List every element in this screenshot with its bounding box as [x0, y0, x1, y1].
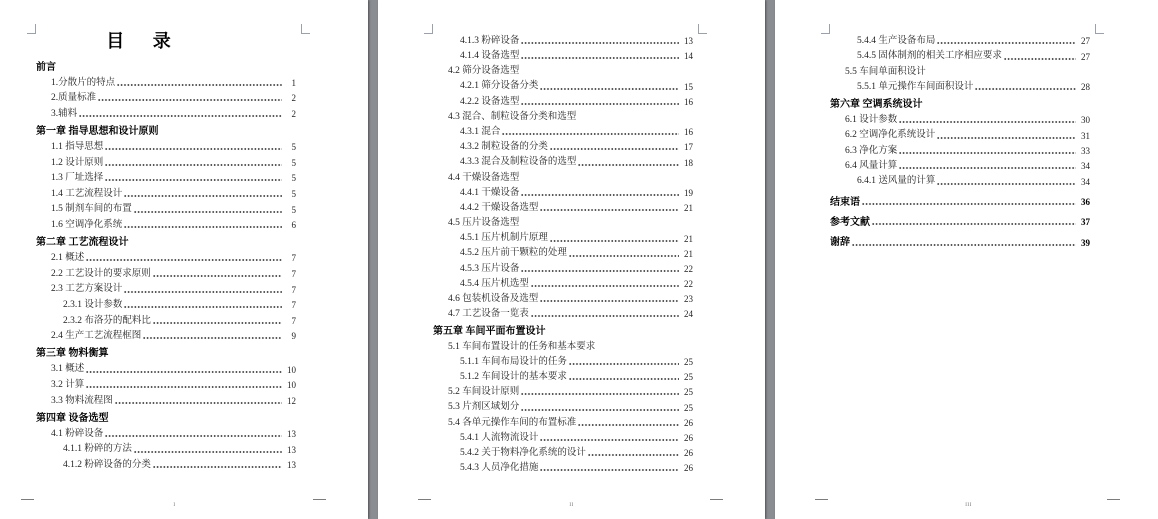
dot-leader [115, 397, 282, 406]
toc-entry-text: 2.3 工艺方案设计 [51, 284, 123, 295]
toc-page-number: 7 [291, 253, 296, 264]
toc-entry-text: 4.4.1 干燥设备 [460, 187, 520, 198]
toc-entry[interactable] [775, 175, 1090, 190]
toc-entry-text: 5.4.5 固体制剂的相关工序相应要求 [857, 51, 1002, 62]
toc-entry[interactable] [0, 60, 296, 76]
toc-entry[interactable] [775, 144, 1090, 159]
toc-page-number: 2 [291, 93, 296, 104]
page-number-footer: I [173, 503, 176, 508]
toc-entry[interactable] [378, 231, 693, 246]
toc-entry[interactable] [378, 64, 693, 79]
toc-entry[interactable] [775, 49, 1090, 64]
toc-entry-text: 3.2 计算 [51, 379, 85, 390]
toc-entry[interactable] [0, 282, 296, 298]
toc-entry-text: 2.3.2 布洛芬的配料比 [63, 315, 151, 326]
toc-page-number: 5 [291, 189, 296, 200]
toc-entry[interactable] [0, 347, 296, 363]
toc-entry[interactable] [0, 362, 296, 378]
toc-entry[interactable] [0, 171, 296, 187]
toc-entry[interactable] [775, 215, 1090, 230]
toc-page-number: 13 [287, 444, 296, 455]
dot-leader [569, 358, 679, 367]
toc-page-number: 7 [291, 315, 296, 326]
toc-entry-text: 4.5.4 压片机选型 [460, 278, 529, 289]
toc-entry[interactable] [378, 446, 693, 461]
page-number-footer: II [569, 503, 574, 508]
toc-entry-text: 4.2.1 筛分设备分类 [460, 81, 539, 92]
dot-leader [852, 239, 1076, 248]
toc-entry[interactable] [0, 187, 296, 203]
toc-entry[interactable] [378, 355, 693, 370]
toc-page-number: 31 [1081, 130, 1090, 141]
toc-entry-text: 结束语 [830, 196, 860, 208]
toc-entry-text: 5.4.1 人流物流设计 [460, 432, 539, 443]
dot-leader [86, 381, 282, 390]
toc-entry-text: 1.6 空调净化系统 [51, 219, 123, 230]
toc-entry-text: 4.1 粉碎设备 [51, 428, 104, 439]
toc-entry[interactable] [378, 34, 693, 49]
toc-entry[interactable] [0, 298, 296, 314]
dot-leader [117, 79, 282, 88]
toc-entry[interactable] [0, 411, 296, 427]
toc-entry-text: 5.1.1 车间布局设计的任务 [460, 356, 567, 367]
toc-page-number: 19 [684, 187, 693, 198]
dot-leader [105, 143, 282, 152]
dot-leader [937, 132, 1076, 141]
dot-leader [899, 116, 1076, 125]
toc-entry[interactable] [378, 431, 693, 446]
toc-page-number: 26 [684, 463, 693, 474]
toc-entry-text: 4.2.2 设备选型 [460, 96, 520, 107]
toc-page-number: 27 [1081, 36, 1090, 47]
toc-entry[interactable] [0, 458, 296, 474]
footer-margin-dash [815, 499, 828, 500]
toc-entry-text: 4.1.1 粉碎的方法 [63, 444, 132, 455]
dot-leader [578, 159, 679, 168]
toc-entry-text: 2.3.1 设计参数 [63, 299, 123, 310]
toc-page-number: 25 [684, 402, 693, 413]
toc-entry[interactable] [378, 340, 693, 355]
toc-entry-text: 4.6 包装机设备及选型 [448, 294, 539, 305]
toc-entry[interactable] [378, 156, 693, 171]
toc-entry[interactable] [378, 186, 693, 201]
toc-page-number: 18 [684, 157, 693, 168]
page-1-content [0, 0, 368, 473]
toc-entry-text: 5.1 车间布置设计的任务和基本要求 [448, 341, 596, 352]
toc-page-number: 26 [684, 417, 693, 428]
toc-page-number: 7 [291, 269, 296, 280]
toc-entry[interactable] [378, 95, 693, 110]
toc-entry[interactable] [0, 378, 296, 394]
toc-entry-text: 4.5.2 压片前干颗粒的处理 [460, 248, 567, 259]
toc-entry[interactable] [0, 124, 296, 140]
toc-entry[interactable] [378, 461, 693, 476]
toc-entry[interactable] [0, 427, 296, 443]
dot-leader [502, 128, 679, 137]
toc-page-number: 7 [291, 300, 296, 311]
dot-leader [105, 159, 282, 168]
footer-margin-dash [418, 499, 431, 500]
toc-entry-text: 1.5 制剂车间的布置 [51, 204, 132, 215]
toc-entry[interactable] [378, 292, 693, 307]
toc-entry[interactable] [775, 113, 1090, 128]
toc-entry[interactable] [378, 49, 693, 64]
page-3-content [775, 0, 1158, 251]
dot-leader [540, 464, 679, 473]
toc-entry-text: 2.2 工艺设计的要求原则 [51, 268, 151, 279]
toc-page-number: 17 [684, 142, 693, 153]
toc-entry-text: 4.3.2 制粒设备的分类 [460, 142, 548, 153]
toc-page-number: 6 [291, 220, 296, 231]
toc-entry-text: 1.1 指导思想 [51, 142, 104, 153]
toc-page-number: 34 [1081, 176, 1090, 187]
dot-leader [134, 206, 282, 215]
dot-leader [153, 317, 282, 326]
dot-leader [521, 388, 679, 397]
toc-page-number: 10 [287, 380, 296, 391]
toc-entry-text: 1.2 设计原则 [51, 157, 104, 168]
page-1 [0, 0, 368, 519]
toc-entry-text: 5.4.4 生产设备布局 [857, 35, 936, 46]
toc-entry[interactable] [0, 251, 296, 267]
toc-page-number: 21 [684, 233, 693, 244]
toc-entry-text: 4.1.2 粉碎设备的分类 [63, 459, 151, 470]
dot-leader [86, 254, 282, 263]
toc-page-number: 26 [684, 448, 693, 459]
page-3 [775, 0, 1158, 519]
toc-entry-text: 第四章 设备选型 [36, 412, 109, 424]
toc-entry[interactable] [0, 202, 296, 218]
toc-entry-text: 5.2 车间设计原则 [448, 387, 520, 398]
dot-leader [521, 265, 679, 274]
toc-entry-text: 参考文献 [830, 216, 870, 228]
toc-entry[interactable] [378, 247, 693, 262]
dot-leader [540, 434, 679, 443]
toc-entry-text: 谢辞 [830, 237, 850, 249]
dot-leader [134, 446, 282, 455]
toc-entry[interactable] [0, 140, 296, 156]
toc-page-number: 22 [684, 279, 693, 290]
toc-entry[interactable] [0, 236, 296, 252]
toc-entry-text: 4.2 筛分设备选型 [448, 66, 520, 77]
dot-leader [124, 221, 282, 230]
dot-leader [153, 270, 282, 279]
toc-entry[interactable] [378, 140, 693, 155]
dot-leader [899, 147, 1076, 156]
toc-entry[interactable] [775, 159, 1090, 174]
footer-margin-dash [313, 499, 326, 500]
toc-page-number: 1 [291, 77, 296, 88]
toc-page-number: 33 [1081, 145, 1090, 156]
toc-entry-text: 4.4 干燥设备选型 [448, 172, 520, 183]
dot-leader [153, 461, 282, 470]
toc-entry-text: 4.3 混合、制粒设备分类和选型 [448, 111, 577, 122]
dot-leader [521, 52, 679, 61]
toc-entry-text: 1.分散片的特点 [51, 77, 116, 88]
toc-page-number: 30 [1081, 115, 1090, 126]
dot-leader [937, 178, 1076, 187]
toc-page-number: 23 [684, 294, 693, 305]
toc-entry[interactable] [0, 329, 296, 345]
toc-page-number: 5 [291, 204, 296, 215]
toc-page-number: 5 [291, 173, 296, 184]
dot-leader [521, 404, 679, 413]
toc-entry-text: 3.1 概述 [51, 364, 85, 375]
toc-entry-text: 2.质量标准 [51, 93, 97, 104]
toc-entry[interactable] [775, 195, 1090, 210]
toc-entry-text: 6.2 空调净化系统设计 [845, 130, 936, 141]
toc-entry[interactable] [775, 34, 1090, 49]
toc-page-number: 16 [684, 127, 693, 138]
toc-entry[interactable] [0, 107, 296, 123]
toc-page-number: 13 [287, 460, 296, 471]
toc-entry-text: 6.4.1 送风量的计算 [857, 176, 936, 187]
dot-leader [124, 301, 282, 310]
toc-page-number: 13 [287, 428, 296, 439]
toc-entry[interactable] [378, 277, 693, 292]
dot-leader [531, 280, 679, 289]
toc-entry[interactable] [378, 110, 693, 125]
dot-leader [550, 235, 679, 244]
toc-entry[interactable] [378, 216, 693, 231]
toc-entry[interactable] [0, 91, 296, 107]
toc-page-number: 7 [291, 284, 296, 295]
toc-entry-text: 第五章 车间平面布置设计 [433, 326, 546, 338]
dot-leader [540, 83, 679, 92]
toc-entry-text: 2.1 概述 [51, 253, 85, 264]
dot-leader [143, 332, 282, 341]
toc-page-number: 5 [291, 157, 296, 168]
toc-entry[interactable] [378, 416, 693, 431]
toc-entry-text: 2.4 生产工艺流程框图 [51, 331, 142, 342]
dot-leader [569, 250, 679, 259]
toc-entry[interactable] [378, 401, 693, 416]
toc-entry-text: 第一章 指导思想和设计原则 [36, 126, 159, 138]
toc-entry[interactable] [378, 325, 693, 340]
dot-leader [588, 449, 679, 458]
dot-leader [540, 295, 679, 304]
toc-entry[interactable] [0, 218, 296, 234]
toc-entry-text: 前言 [36, 61, 56, 73]
page-2-content [378, 0, 765, 476]
toc-page-number: 9 [291, 331, 296, 342]
toc-entry-text: 4.3.1 混合 [460, 126, 501, 137]
toc-entry[interactable] [775, 65, 1090, 80]
toc-entry[interactable] [775, 80, 1090, 95]
toc-entry-text: 第三章 物料衡算 [36, 348, 109, 360]
toc-entry[interactable] [0, 76, 296, 92]
toc-entry-text: 4.7 工艺设备一览表 [448, 309, 529, 320]
footer-margin-dash [710, 499, 723, 500]
dot-leader [124, 190, 282, 199]
toc-page-number: 25 [684, 372, 693, 383]
toc-entry-text: 6.1 设计参数 [845, 114, 898, 125]
toc-entry-text: 4.1.4 设备选型 [460, 51, 520, 62]
toc-page-number: 2 [291, 109, 296, 120]
toc-page-number: 22 [684, 263, 693, 274]
toc-entry[interactable] [378, 80, 693, 95]
toc-page-number: 25 [684, 357, 693, 368]
dot-leader [899, 162, 1076, 171]
dot-leader [521, 98, 679, 107]
toc-page-number: 24 [684, 309, 693, 320]
toc-page-number: 37 [1081, 217, 1090, 228]
dot-leader [105, 430, 282, 439]
dot-leader [86, 366, 282, 375]
toc-entry[interactable] [0, 314, 296, 330]
toc-entry[interactable] [378, 307, 693, 322]
dot-leader [124, 286, 282, 295]
toc-entry-text: 5.5.1 单元操作车间面积设计 [857, 82, 974, 93]
toc-entry[interactable] [775, 98, 1090, 113]
toc-page-number: 26 [684, 432, 693, 443]
dot-leader [578, 419, 679, 428]
toc-entry-text: 5.3 片剂区域划分 [448, 402, 520, 413]
toc-entry[interactable] [775, 128, 1090, 143]
toc-page-number: 13 [684, 36, 693, 47]
toc-entry[interactable] [378, 385, 693, 400]
toc-entry-text: 5.1.2 车间设计的基本要求 [460, 371, 567, 382]
page-number-footer: III [965, 503, 972, 508]
page-2 [378, 0, 765, 519]
toc-page-number: 28 [1081, 82, 1090, 93]
toc-entry[interactable] [0, 267, 296, 283]
dot-leader [937, 37, 1076, 46]
toc-entry-text: 4.1.3 粉碎设备 [460, 35, 520, 46]
toc-entry-text: 4.5.3 压片设备 [460, 263, 520, 274]
toc-page-number: 5 [291, 142, 296, 153]
toc-entry[interactable] [0, 442, 296, 458]
dot-leader [862, 198, 1076, 207]
toc-entry-text: 3.辅料 [51, 108, 78, 119]
toc-page-number: 39 [1081, 237, 1090, 248]
toc-entry[interactable] [0, 156, 296, 172]
toc-entry[interactable] [378, 370, 693, 385]
toc-entry-text: 5.4.3 人员净化措施 [460, 463, 539, 474]
toc-page-number: 21 [684, 248, 693, 259]
dot-leader [531, 310, 679, 319]
toc-page-number: 16 [684, 96, 693, 107]
toc-page-number: 27 [1081, 51, 1090, 62]
dot-leader [521, 37, 679, 46]
dot-leader [550, 143, 679, 152]
toc-entry-text: 1.3 厂址选择 [51, 173, 104, 184]
footer-margin-dash [1107, 499, 1120, 500]
toc-entry-text: 5.5 车间单面积设计 [845, 66, 926, 77]
footer-margin-dash [21, 499, 34, 500]
toc-entry-text: 第二章 工艺流程设计 [36, 237, 129, 249]
toc-entry-text: 4.5 压片设备选型 [448, 218, 520, 229]
dot-leader [975, 83, 1076, 92]
toc-entry-text: 4.3.3 混合及制粒设备的选型 [460, 157, 577, 168]
toc-page-number: 34 [1081, 161, 1090, 172]
toc-entry-text: 4.4.2 干燥设备选型 [460, 202, 539, 213]
toc-entry-text: 5.4 各单元操作车间的布置标准 [448, 417, 577, 428]
dot-leader [79, 110, 282, 119]
dot-leader [521, 189, 679, 198]
toc-entry-text: 1.4 工艺流程设计 [51, 188, 123, 199]
toc-entry-text: 6.3 净化方案 [845, 145, 898, 156]
toc-page-number: 12 [287, 395, 296, 406]
dot-leader [872, 218, 1076, 227]
toc-title: 目 录 [106, 31, 183, 51]
toc-page-number: 10 [287, 364, 296, 375]
toc-entry-text: 5.4.2 关于物料净化系统的设计 [460, 447, 586, 458]
toc-entry[interactable] [378, 201, 693, 216]
toc-entry[interactable] [378, 262, 693, 277]
dot-leader [569, 373, 679, 382]
toc-page-number: 15 [684, 81, 693, 92]
dot-leader [98, 94, 282, 103]
toc-entry[interactable] [0, 393, 296, 409]
toc-page-number: 21 [684, 203, 693, 214]
toc-page-number: 14 [684, 51, 693, 62]
toc-entry-text: 6.4 风量计算 [845, 161, 898, 172]
toc-entry-text: 4.5.1 压片机制片原理 [460, 233, 548, 244]
toc-entry-text: 第六章 空调系统设计 [830, 99, 923, 111]
dot-leader [540, 204, 679, 213]
toc-entry[interactable] [378, 125, 693, 140]
toc-page-number: 36 [1081, 197, 1090, 208]
toc-page-number: 25 [684, 387, 693, 398]
toc-entry[interactable] [378, 171, 693, 186]
toc-entry[interactable] [775, 236, 1090, 251]
dot-leader [1004, 53, 1076, 62]
dot-leader [105, 174, 282, 183]
toc-entry-text: 3.3 物料流程图 [51, 395, 113, 406]
